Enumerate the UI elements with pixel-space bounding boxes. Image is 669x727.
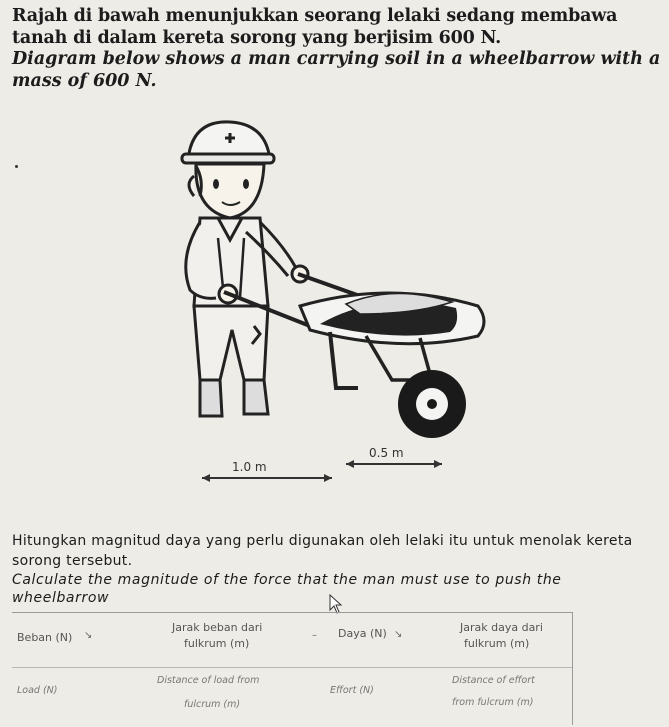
load-header-en: Load (N) xyxy=(17,685,58,696)
effort-header: Daya (N) xyxy=(338,627,387,640)
table-divider xyxy=(12,667,572,668)
load-distance-header-en-2: fulcrum (m) xyxy=(184,699,241,710)
effort-distance-header-en: Distance of effort xyxy=(452,675,535,686)
answer-table xyxy=(12,612,573,725)
prompt-malay: Hitungkan magnitud daya yang perlu digunakan oleh lelaki itu untuk menolak kereta sorong tersebut. xyxy=(12,533,633,569)
load-distance-header-2: fulkrum (m) xyxy=(184,637,250,650)
effort-distance-header: Jarak daya dari xyxy=(460,621,543,634)
load-header: Beban (N) xyxy=(17,631,73,644)
arrow-icon: – xyxy=(312,630,317,641)
prompt-english: Calculate the magnitude of the force that the man must use to push the wheelbarrow xyxy=(12,572,562,606)
effort-distance-header-2: fulkrum (m) xyxy=(464,637,530,650)
question-english: Diagram below shows a man carrying soil in a wheelbarrow with a mass of 600 N. xyxy=(12,49,661,91)
load-distance-label: 0.5 m xyxy=(369,446,404,460)
effort-distance-header-en-2: from fulcrum (m) xyxy=(452,697,534,708)
mouse-cursor-icon xyxy=(329,594,343,614)
question-malay: Rajah di bawah menunjukkan seorang lelaki sedang membawa tanah di dalam kereta sorong yang berjisim 600 N. xyxy=(12,6,618,48)
load-distance-header-en: Distance of load from xyxy=(157,675,260,686)
effort-distance-label: 1.0 m xyxy=(232,460,267,474)
man-wheelbarrow-illustration xyxy=(160,118,520,498)
load-distance-header: Jarak beban dari xyxy=(172,621,263,634)
arrow-icon: ↘ xyxy=(394,629,403,640)
stray-mark xyxy=(15,165,18,168)
effort-header-en: Effort (N) xyxy=(330,685,374,696)
arrow-icon: ↘ xyxy=(84,630,93,641)
